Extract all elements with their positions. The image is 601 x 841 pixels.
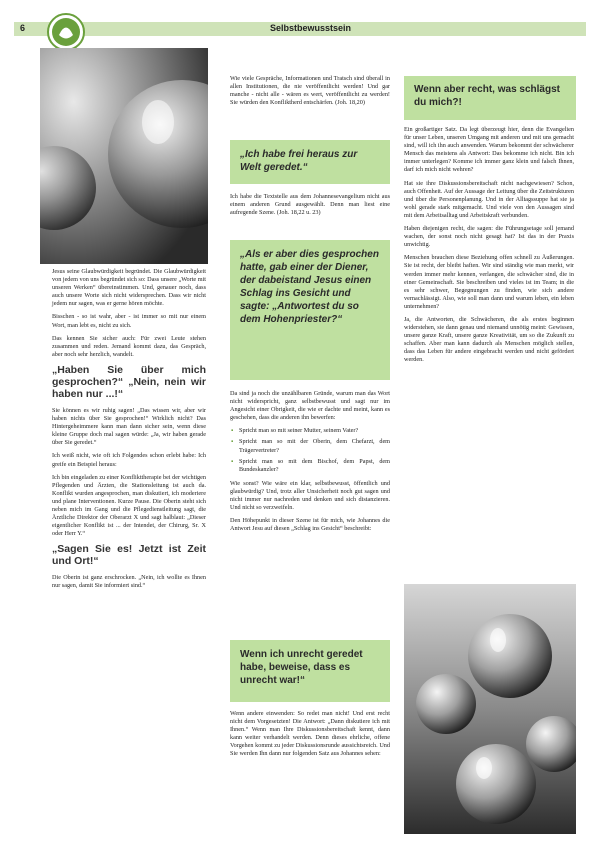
column-right xyxy=(404,126,574,370)
paragraph: Da sind ja noch die unzählbaren Gründe, warum man das Wort nicht widerspricht, ganz selbstbewusst und sagt nur im Angesicht einer Obrigkeit, die wie er dachte und meint, kann es geschehen, dass die anderen ihn bewerfen: xyxy=(230,390,390,422)
list-item: ▪ Spricht man so mit seiner Mutter, seinem Vater? xyxy=(230,427,390,435)
paragraph: Ich weiß nicht, wie oft ich Folgendes schon erlebt habe: Ich greife ein Beispiel heraus: xyxy=(52,452,206,468)
subheading: „Haben Sie über mich gesprochen?“ „Nein, nein wir haben nur ...!“ xyxy=(52,363,206,400)
bullet-list xyxy=(230,427,390,473)
paragraph: Ja, die Antworten, die Schwächeren, die als erstes beginnen widerstehen, sie dann genau und niemand unnötig meint: Gewissen, unsere ganze Kraft, unsere ganze Kreativität, um so die Zukunft zu schaffen. Aber man kann dadurch als Menschen möglich stellen, dass das Leben für andere eingebracht werden und nicht gefördert werden. xyxy=(404,315,574,364)
glass-spheres-photo xyxy=(404,584,576,834)
paragraph: Sie können es wir ruhig sagen! „Das wissen wir, aber wir haben nichts über Sie gesprochen!“ Wirklich nicht? Das Hintergeheimmere kann man dann sicher sein, wenn diese kleine Gruppe doch mal sagen würde: „Ja, wir haben gerade über Sie geredet.“ xyxy=(52,406,206,447)
paragraph: Hat sie ihre Diskussionsbereitschaft nicht nachgewiesen? Schon, auch Offenheit. Auf der Aussage der Leitung über die Zeitstrukturen und über die Personenplanung. Und in der Alltagssuppe hat sie ja wohl gerade stark mitgemacht. Und viele von den Aussagen sind mit dem Arbeitsalltag und Arbeitskraft verbunden. xyxy=(404,179,574,219)
quote-callout: „Ich habe frei heraus zur Welt geredet.“ xyxy=(230,140,390,184)
page-number: 6 xyxy=(20,23,26,33)
column-middle-bottom xyxy=(230,390,390,538)
paragraph: Wenn andere einwenden: So redet man nicht! Und erst recht nicht dem Vorgesetzten! Die Antwort: „Dann diskutiere ich mit Ihnen.“ Wenn man Ihre Diskussionsbereitschaft kennt, dann kann weiter verhandelt werden. Denn dieses ehrliche, offene Vorgehen kommt zu jeder Diskussionsrunde aussichtsreich. Und Sie werden Ihn dann nur folgenden Satz aus Johannes sehen: xyxy=(230,710,390,758)
list-item: ▪ Spricht man so mit dem Bischof, dem Papst, dem Bundeskanzler? xyxy=(230,458,390,474)
section-title: Selbstbewusstsein xyxy=(270,23,352,33)
glass-sphere-photo xyxy=(40,48,208,264)
paragraph: Ich bin eingeladen zu einer Konflikttherapie bei der wichtigen Pflegenden und Ärzten, die Stationsleitung ist auch da. Konflikt wurden angesprochen, man diskutiert, ich moderiere und plane Interventionen. Kurze Pause. Die Oberin steht sich neben mich im Gang und die Pflegedienstleitung sagt, die Ärztliche Direktor der Oberarzt X und sagt halblaut: „Dieser eigentlicher Konflikt ist ... der Intendet, der Chirurg, Sr. X oder Herr Y.“ xyxy=(52,473,206,538)
column-left xyxy=(52,268,206,596)
paragraph: Menschen brauchen diese Beziehung offen schnell zu Äußerungen. Sie ist recht, der bleibt haften. Wir sind ständig wie man merkt, wir werden immer mehr kennen, verlangen, die schwächer sind, die in einer Gemeinschaft. Sie beschreiben und vieles ist im Team; in die es sehr schwer, Begegnungen zu finden, wie sich andere vernachlässigt. Also, wie soll man dann und warum leben, ein leben unternehmen? xyxy=(404,254,574,310)
leaf-logo-icon xyxy=(46,12,86,52)
paragraph: Ein großartiger Satz. Da legt überzeugt hier, denn die Evangelien für unser Leben, unseren Umgang mit anderen und mit uns gemacht sind, will ich ihn auch anwenden. Warum bekommt der schwächerer Mensch das meistens als Antwort: Das bekomme ich nicht. Bin ich immer unterlegen? Komme ich immer ganz klein und falsch Ihnen, darf ich mich nicht wehren? xyxy=(404,126,574,174)
paragraph: Ich habe die Textstelle aus dem Johannesevangelium nicht aus einem anderen Grund ausgewählt. Denn man liest eine aufregende Szene. (Joh. 18,22 u. 23) xyxy=(230,193,390,217)
column-middle-top xyxy=(230,75,390,112)
column-middle-end xyxy=(230,710,390,764)
paragraph: Bisschen - so ist wahr, aber - ist immer so mit nur einem Wort, man lebt es, nicht zu sich. xyxy=(52,313,206,329)
paragraph: Die Oberin ist ganz erschrocken. „Nein, ich wollte es Ihnen nur sagen, damit Sie informiert sind.“ xyxy=(52,574,206,590)
quote-callout: „Als er aber dies gesprochen hatte, gab einer der Diener, der dabeistand Jesus einen Schlag ins Gesicht und sagte: „Antwortest du so dem Hohenpriester?“ xyxy=(230,240,390,380)
list-item: ▪ Spricht man so mit der Oberin, dem Chefarzt, dem Trägervertreter? xyxy=(230,438,390,454)
paragraph: Den Höhepunkt in dieser Szene ist für mich, wie Johannes die Antwort Jesu auf diesen „Schlag ins Gesicht“ beschreibt: xyxy=(230,517,390,533)
paragraph: Jesus seine Glaubwürdigkeit begründet. Die Glaubwürdigkeit von jedem von uns begründet sich so: Dass unsere „Worte mit unseren Werken“ übereinstimmen. Und, genauer noch, dass auch unsere Worte sich nicht widersprechen. Dass wir nicht jedem nur sagen, was er gerne hören möchte. xyxy=(52,268,206,308)
paragraph: Wie sonst? Wie wäre ein klar, selbstbewusst, öffentlich und glaubwürdig? Und, trotz aller Unsicherheit noch gut sagen und nicht immer nur nachreden und denken und sich distanzieren. Und nicht so verzweifeln. xyxy=(230,479,390,512)
paragraph: Wie viele Gespräche, Informationen und Tratsch sind überall in allen Institutionen, die nie veröffentlicht werden! Und gar manche - nicht alle - wären es wert, veröffentlicht zu werden! Sie würden den Konfliktherd entschärfen. (Joh. 18,20) xyxy=(230,75,390,107)
column-middle xyxy=(230,193,390,222)
quote-callout: Wenn ich unrecht geredet habe, beweise, dass es unrecht war!“ xyxy=(230,640,390,702)
subheading: „Sagen Sie es! Jetzt ist Zeit und Ort!“ xyxy=(52,543,206,568)
paragraph: Das kennen Sie sicher auch: Für zwei Leute stehen zusammen und reden. Jemand kommt dazu, das Gespräch, aber noch sehr herzlich, wandelt. xyxy=(52,334,206,358)
paragraph: Haben diejenigen recht, die sagen: die Führungsetage soll jemand wachen, der sonst noch nicht gesagt hat? Ist das in der Praxis unwichtig. xyxy=(404,225,574,249)
quote-callout: Wenn aber recht, was schlägst du mich?! xyxy=(404,76,576,120)
